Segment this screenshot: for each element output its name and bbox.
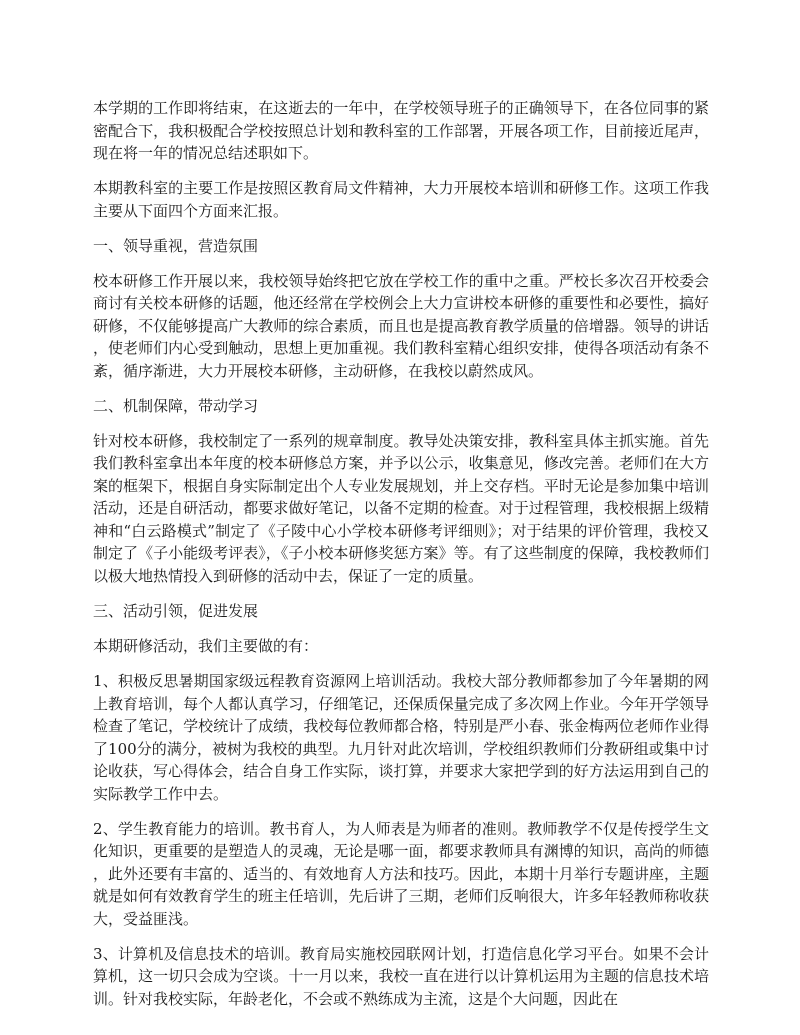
paragraph-activities-intro: 本期研修活动，我们主要做的有：: [93, 637, 319, 656]
list-item-2: 2、学生教育能力的培训。教书育人，为人师表是为师者的准则。教师教学不仅是传授学生文化知识，更重要的是塑造人的灵魂，无论是哪一面，都要求教师具有渊博的知识，高尚的师德，此外还要有丰富的、适当的、有效地育人方法和技巧。因此，本期十月举行专题讲座，主题就是如何有效教育学生的班主任培训，先后讲了三期，老师们反响很大，许多年轻教师称收获大，受益匪浅。: [93, 819, 709, 928]
section-heading-2: 二、机制保障，带动学习: [93, 396, 259, 415]
section-heading-3: 三、活动引领，促进发展: [93, 602, 259, 621]
paragraph-intro: 本学期的工作即将结束，在这逝去的一年中，在学校领导班子的正确领导下，在各位同事的紧密配合下，我积极配合学校按照总计划和教科室的工作部署，开展各项工作，目前接近尾声，现在将一年的情况总结述职如下。: [93, 99, 709, 162]
paragraph-leadership: 校本研修工作开展以来，我校领导始终把它放在学校工作的重中之重。严校长多次召开校委会商讨有关校本研修的话题，他还经常在学校例会上大力宣讲校本研修的重要性和必要性，搞好研修，不仅能够提高广大教师的综合素质，而且也是提高教育教学质量的倍增器。领导的讲话，使老师们内心受到触动，思想上更加重视。我们教科室精心组织安排，使得各项活动有条不紊，循序渐进，大力开展校本研修，主动研修，在我校以蔚然成风。: [93, 271, 709, 380]
document-page: [93, 97, 709, 1023]
list-item-3: 3、计算机及信息技术的培训。教育局实施校园联网计划，打造信息化学习平台。如果不会计算机，这一切只会成为空谈。十一月以来，我校一直在进行以计算机运用为主题的信息技术培训。针对我校实际，年龄老化，不会或不熟练成为主流，这是个大问题，因此在: [93, 944, 709, 1008]
list-item-1: 1、积极反思暑期国家级远程教育资源网上培训活动。我校大部分教师都参加了今年暑期的网上教育培训，每个人都认真学习，仔细笔记，还保质保量完成了多次网上作业。今年开学领导检查了笔记，学校统计了成绩，我校每位教师都合格，特别是严小春、张金梅两位老师作业得了100分的满分，被树为我校的典型。九月针对此次培训，学校组织教师们分教研组或集中讨论收获，写心得体会，结合自身工作实际，谈打算，并要求大家把学到的好方法运用到自己的实际教学工作中去。: [93, 672, 709, 803]
paragraph-overview: 本期教科室的主要工作是按照区教育局文件精神，大力开展校本培训和研修工作。这项工作我主要从下面四个方面来汇报。: [93, 179, 709, 220]
section-heading-1: 一、领导重视，营造氛围: [93, 236, 259, 255]
paragraph-mechanism: 针对校本研修，我校制定了一系列的规章制度。教导处决策安排，教科室具体主抓实施。首先我们教科室拿出本年度的校本研修总方案，并予以公示，收集意见，修改完善。老师们在大方案的框架下，根据自身实际制定出个人专业发展规划，并上交存档。平时无论是参加集中培训活动，还是自研活动，都要求做好笔记，以备不定期的检查。对于过程管理，我校根据上级精神和“白云路模式”制定了《子陵中心小学校本研修考评细则》；对于结果的评价管理，我校又制定了《子小能级考评表》，《子小校本研修奖惩方案》等。有了这些制度的保障，我校教师们以极大地热情投入到研修的活动中去，保证了一定的质量。: [93, 431, 709, 585]
